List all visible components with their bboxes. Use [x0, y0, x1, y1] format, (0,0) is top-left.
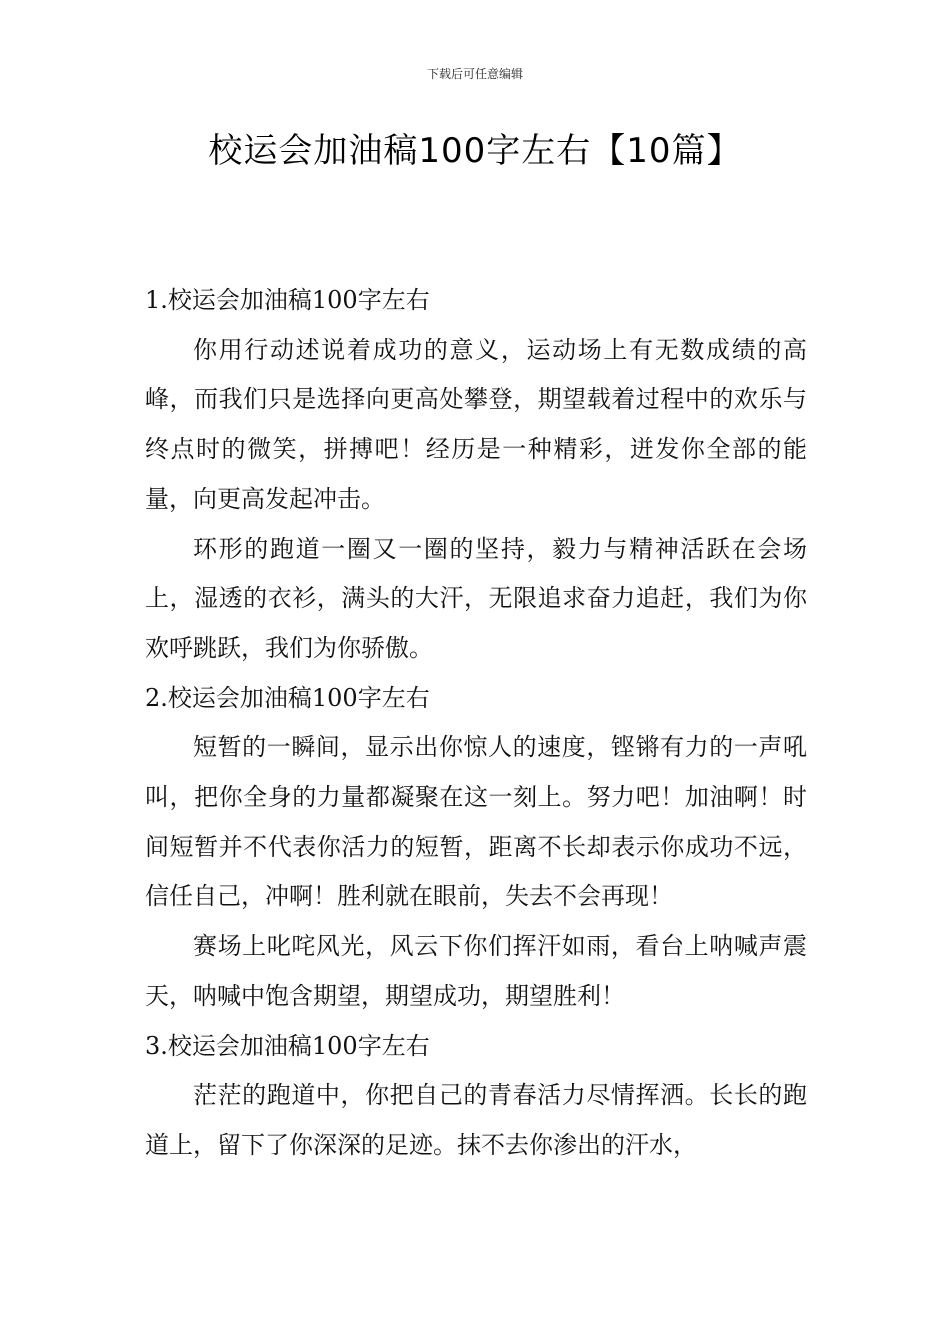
section-3: [145, 1022, 807, 1171]
paragraph: 短暂的一瞬间，显示出你惊人的速度，铿锵有力的一声吼叫，把你全身的力量都凝聚在这一刻上。努力吧！加油啊！时间短暂并不代表你活力的短暂，距离不长却表示你成功不远，信任自己，冲啊！胜利就在眼前，失去不会再现！: [145, 733, 807, 911]
paragraph: 环形的跑道一圈又一圈的坚持，毅力与精神活跃在会场上，湿透的衣衫，满头的大汗，无限追求奋力追赶，我们为你欢呼跳跃，我们为你骄傲。: [145, 534, 807, 662]
section-heading: 1.校运会加油稿100字左右: [145, 286, 430, 314]
header-note: 下载后可任意编辑: [426, 67, 523, 81]
paragraph: 赛场上叱咤风光，风云下你们挥汗如雨，看台上呐喊声震天，呐喊中饱含期望，期望成功，期望胜利！: [145, 932, 807, 1010]
document-body: [145, 276, 807, 1171]
paragraph: 茫茫的跑道中，你把自己的青春活力尽情挥洒。长长的跑道上，留下了你深深的足迹。抹不去你渗出的汗水，: [145, 1081, 807, 1159]
document-title: 校运会加油稿100字左右【10篇】: [208, 131, 742, 171]
section-1: [145, 276, 807, 674]
section-2: [145, 674, 807, 1022]
section-heading: 2.校运会加油稿100字左右: [145, 683, 430, 712]
section-heading: 3.校运会加油稿100字左右: [145, 1031, 430, 1060]
paragraph: 你用行动述说着成功的意义，运动场上有无数成绩的高峰，而我们只是选择向更高处攀登，期望载着过程中的欢乐与终点时的微笑，拼搏吧！经历是一种精彩，迸发你全部的能量，向更高发起冲击。: [145, 335, 807, 513]
